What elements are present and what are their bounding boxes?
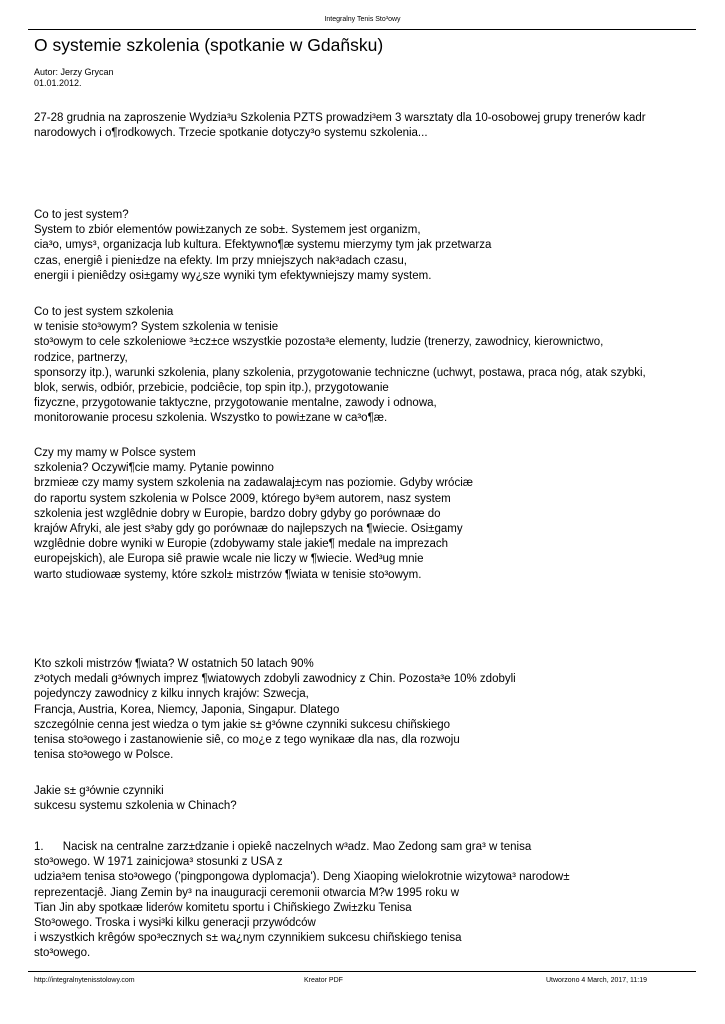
- text-line: monitorowanie procesu szkolenia. Wszystko to powi±zane w ca³o¶æ.: [34, 412, 388, 425]
- article-title: O systemie szkolenia (spotkanie w Gdañsku): [34, 35, 384, 55]
- text-line: rodzice, partnerzy,: [34, 351, 128, 364]
- text-line: sukcesu systemu szkolenia w Chinach?: [34, 800, 237, 813]
- text-line: sto³owego. W 1971 zainicjowa³ stosunki z USA z: [34, 856, 283, 869]
- article-date: 01.01.2012.: [34, 78, 82, 88]
- text-line: fizyczne, przygotowanie taktyczne, przygotowanie mentalne, zawody i odnowa,: [34, 397, 437, 410]
- section-question: Co to jest system?: [34, 209, 129, 221]
- text-line: Francja, Austria, Korea, Niemcy, Japonia, Singapur. Dlatego: [34, 703, 340, 716]
- text-line: warto studiowaæ systemy, które szkol± mistrzów ¶wiata w tenisie sto³owym.: [34, 568, 422, 581]
- text-line: pojedynczy zawodnicy z kilku innych krajów: Szwecja,: [34, 688, 309, 701]
- text-line: czas, energiê i pieni±dze na efekty. Im przy mniejszych nak³adach czasu,: [34, 254, 407, 267]
- paragraph-intro: [34, 111, 646, 141]
- footer-generator: Kreator PDF: [304, 977, 343, 984]
- text-line: tenisa sto³owego w Polsce.: [34, 749, 174, 762]
- text-line: europejskich), ale Europa siê prawie wcale nie liczy w ¶wiecie. Wed³ug mnie: [34, 553, 424, 566]
- paragraph-factors-question: [34, 784, 237, 814]
- text-line: Sto³owego. Troska i wysi³ki kilku generacji przywódców: [34, 917, 316, 930]
- section-question: Czy my mamy w Polsce system: [34, 447, 196, 459]
- text-line: szkolenia? Oczywi¶cie mamy. Pytanie powinno: [34, 462, 274, 475]
- text-line: w tenisie sto³owym? System szkolenia w tenisie: [34, 321, 279, 334]
- text-line: udzia³em tenisa sto³owego ('pingpongowa dyplomacja'). Deng Xiaoping wielokrotnie wizytowa³ narodow±: [34, 871, 570, 884]
- paragraph-training-system: [34, 305, 646, 427]
- paragraph-poland: [34, 446, 473, 583]
- article-author: Autor: Jerzy Grycan: [34, 67, 114, 77]
- text-line: szkolenia jest wzglêdnie dobry w Europie, bardzo dobry gdyby go porównaæ do: [34, 507, 441, 520]
- footer-url-link[interactable]: http://integralnytenisstolowy.com: [34, 977, 135, 984]
- text-line: reprezentacjê. Jiang Zemin by³ na inauguracji ceremonii otwarcia M?w 1995 roku w: [34, 886, 460, 899]
- text-line: energii i pieniêdzy osi±gamy wy¿sze wyniki tym efektywniejszy mamy system.: [34, 269, 432, 282]
- section-question: Co to jest system szkolenia: [34, 306, 174, 318]
- text-line: tenisa sto³owego i zastanowienie siê, co mo¿e z tego wynikaæ dla nas, dla rozwoju: [34, 734, 460, 747]
- text-line: cia³o, umys³, organizacja lub kultura. Efektywno¶æ systemu mierzymy tym jak przetwarza: [34, 239, 492, 252]
- text-line: wzglêdnie dobre wyniki w Europie (zdobywamy stale jakie¶ medale na imprezach: [34, 538, 448, 551]
- paragraph-champions: [34, 657, 516, 763]
- text-line: sponsorzy itp.), warunki szkolenia, plany szkolenia, przygotowanie techniczne (uchwyt, postawa, praca nóg, atak szybki,: [34, 366, 646, 379]
- footer-created-date: Utworzono 4 March, 2017, 11:19: [546, 977, 648, 984]
- text-line: 1. Nacisk na centralne zarz±dzanie i opiekê naczelnych w³adz. Mao Zedong sam gra³ w tenisa: [34, 841, 532, 853]
- text-line: narodowych i o¶rodkowych. Trzecie spotkanie dotyczy³o systemu szkolenia...: [34, 127, 428, 140]
- section-question: Jakie s± g³ównie czynniki: [34, 785, 164, 797]
- paragraph-system: [34, 208, 491, 284]
- text-line: krajów Afryki, ale jest s³aby gdy go porównaæ do najlepszych na ¶wiecie. Osi±gamy: [34, 523, 463, 536]
- text-line: sto³owego.: [34, 947, 91, 960]
- text-line: do raportu system szkolenia w Polsce 2009, którego by³em autorem, nasz system: [34, 492, 451, 505]
- text-line: System to zbiór elementów powi±zanych ze sob±. Systemem jest organizm,: [34, 224, 421, 237]
- header-divider: [28, 29, 696, 30]
- footer-divider: [28, 971, 696, 972]
- text-line: z³otych medali g³ównych imprez ¶wiatowych zdobyli zawodnicy z Chin. Pozosta³e 10% zdobyli: [34, 673, 516, 686]
- text-line: brzmieæ czy mamy system szkolenia na zadawalaj±cym nas poziomie. Gdyby wróciæ: [34, 477, 473, 490]
- text-line: blok, serwis, odbiór, przebicie, podciêcie, top spin itp.), przygotowanie: [34, 382, 389, 395]
- text-line: 27-28 grudnia na zaproszenie Wydzia³u Szkolenia PZTS prowadzi³em 3 warsztaty dla 10-osobowej grupy trenerów kadr: [34, 112, 646, 124]
- section-question: Kto szkoli mistrzów ¶wiata? W ostatnich 50 latach 90%: [34, 658, 314, 670]
- text-line: szczególnie cenna jest wiedza o tym jakie s± g³ówne czynniki sukcesu chiñskiego: [34, 718, 451, 731]
- text-line: Tian Jin aby spotkaæ liderów komitetu sportu i Chiñskiego Zwi±zku Tenisa: [34, 901, 412, 914]
- text-line: i wszystkich krêgów spo³ecznych s± wa¿nym czynnikiem sukcesu chiñskiego tenisa: [34, 932, 462, 945]
- text-line: sto³owym to cele szkoleniowe ³±cz±ce wszystkie pozosta³e elementy, ludzie (trenerzy, zawodnicy, kierownictwo,: [34, 336, 604, 349]
- site-title: Integralny Tenis Sto³owy: [324, 16, 401, 23]
- paragraph-factor-1: [34, 840, 570, 962]
